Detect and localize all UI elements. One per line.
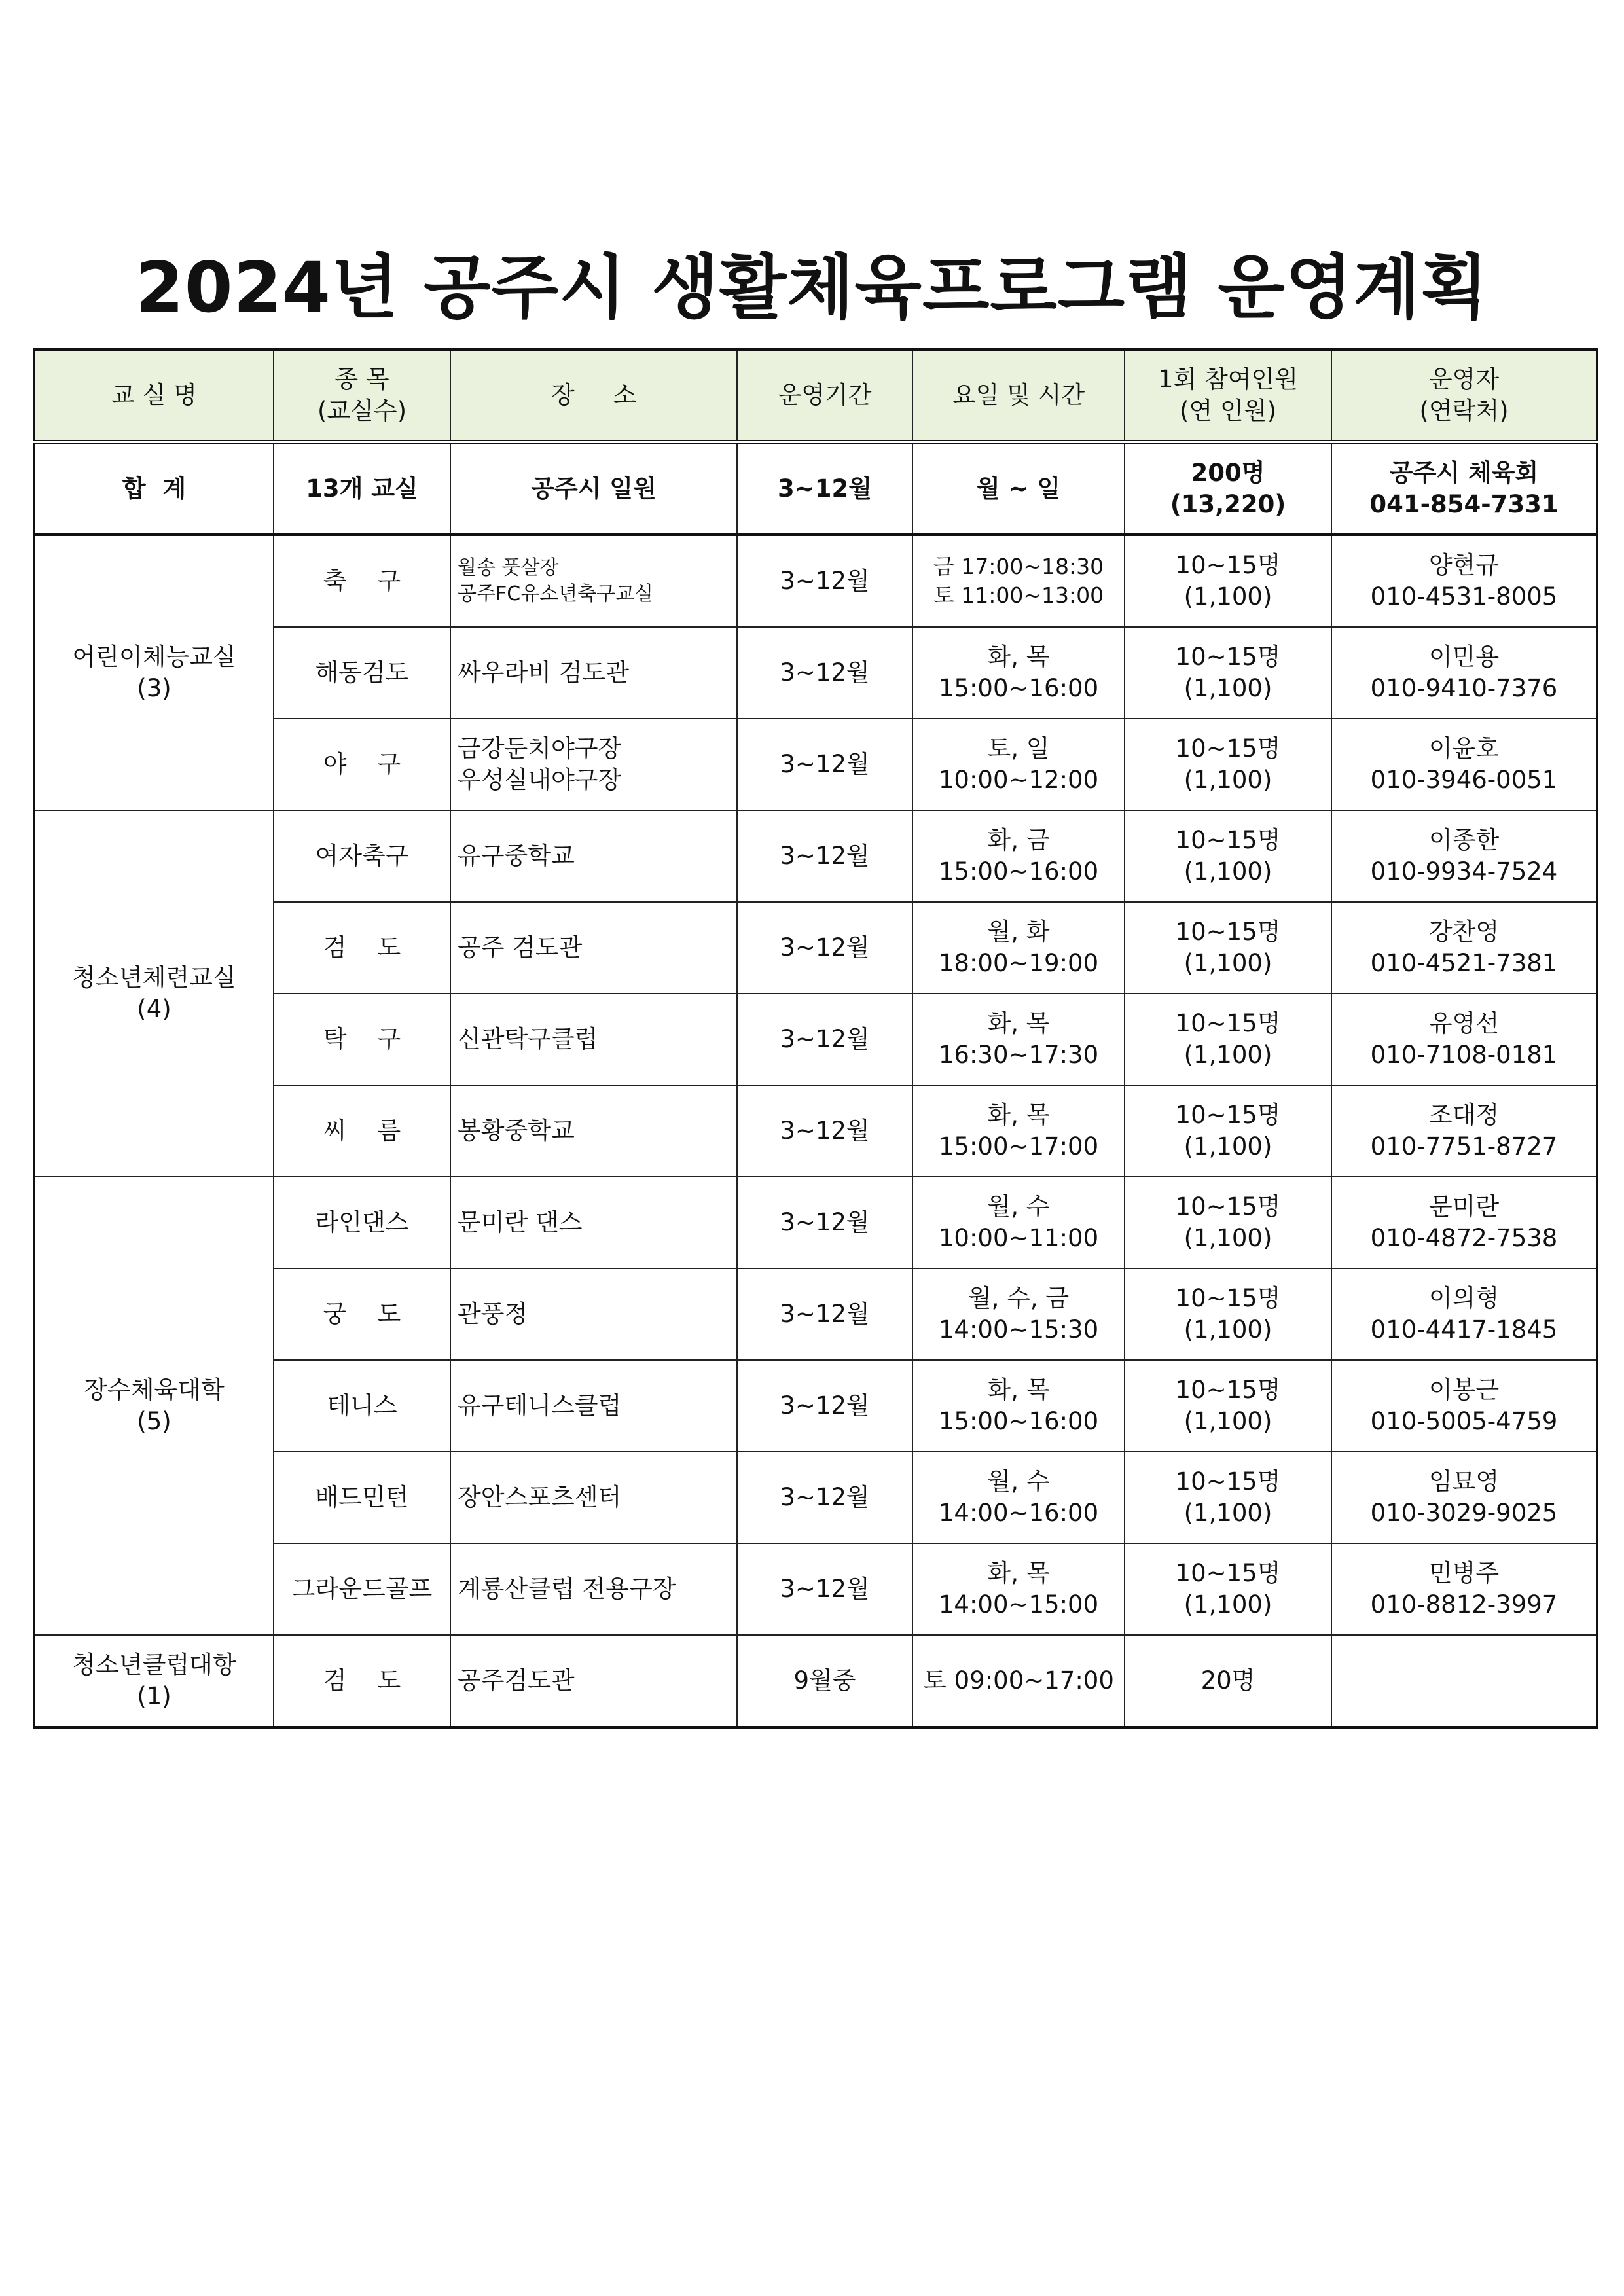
total-period: 3~12월 — [737, 442, 912, 535]
total-participants: 200명 (13,220) — [1125, 442, 1331, 535]
header-sport: 종 목 (교실수) — [274, 350, 450, 442]
sport-cell: 배드민턴 — [274, 1452, 450, 1543]
period-cell: 3~12월 — [737, 810, 912, 902]
sport-cell: 라인댄스 — [274, 1177, 450, 1268]
total-schedule: 월 ~ 일 — [912, 442, 1125, 535]
schedule-cell: 화, 목 15:00~16:00 — [912, 1360, 1125, 1452]
participants-cell: 10~15명 (1,100) — [1125, 810, 1331, 902]
venue-cell: 월송 풋살장 공주FC유소년축구교실 — [450, 535, 737, 627]
schedule-cell: 월, 수 10:00~11:00 — [912, 1177, 1125, 1268]
sport-cell: 그라운드골프 — [274, 1543, 450, 1635]
class-group-name: 청소년클럽대항 (1) — [34, 1635, 274, 1727]
sport-cell: 야 구 — [274, 719, 450, 810]
sport-cell: 해동검도 — [274, 627, 450, 719]
venue-cell: 공주검도관 — [450, 1635, 737, 1727]
header-period: 운영기간 — [737, 350, 912, 442]
schedule-cell: 월, 화 18:00~19:00 — [912, 902, 1125, 994]
schedule-cell: 토, 일 10:00~12:00 — [912, 719, 1125, 810]
participants-cell: 10~15명 (1,100) — [1125, 1268, 1331, 1360]
operator-cell: 이봉근 010-5005-4759 — [1331, 1360, 1597, 1452]
period-cell: 9월중 — [737, 1635, 912, 1727]
period-cell: 3~12월 — [737, 1452, 912, 1543]
participants-cell: 10~15명 (1,100) — [1125, 535, 1331, 627]
header-row — [34, 350, 1597, 442]
period-cell: 3~12월 — [737, 994, 912, 1085]
schedule-cell: 화, 금 15:00~16:00 — [912, 810, 1125, 902]
operator-cell: 이민용 010-9410-7376 — [1331, 627, 1597, 719]
venue-cell: 유구테니스클럽 — [450, 1360, 737, 1452]
sport-cell: 씨 름 — [274, 1085, 450, 1177]
total-label: 합 계 — [34, 442, 274, 535]
header-class-name: 교 실 명 — [34, 350, 274, 442]
schedule-cell: 화, 목 15:00~17:00 — [912, 1085, 1125, 1177]
table-row — [34, 810, 1597, 902]
schedule-cell: 월, 수, 금 14:00~15:30 — [912, 1268, 1125, 1360]
operator-cell: 유영선 010-7108-0181 — [1331, 994, 1597, 1085]
period-cell: 3~12월 — [737, 719, 912, 810]
sport-cell: 테니스 — [274, 1360, 450, 1452]
venue-cell: 장안스포츠센터 — [450, 1452, 737, 1543]
class-group-name: 어린이체능교실 (3) — [34, 535, 274, 810]
schedule-cell: 금 17:00~18:30 토 11:00~13:00 — [912, 535, 1125, 627]
venue-cell: 싸우라비 검도관 — [450, 627, 737, 719]
venue-cell: 문미란 댄스 — [450, 1177, 737, 1268]
schedule-cell: 화, 목 16:30~17:30 — [912, 994, 1125, 1085]
schedule-cell: 월, 수 14:00~16:00 — [912, 1452, 1125, 1543]
period-cell: 3~12월 — [737, 535, 912, 627]
operator-cell: 강찬영 010-4521-7381 — [1331, 902, 1597, 994]
venue-cell: 관풍정 — [450, 1268, 737, 1360]
sport-cell: 여자축구 — [274, 810, 450, 902]
header-operator: 운영자 (연락처) — [1331, 350, 1597, 442]
operator-cell: 이의형 010-4417-1845 — [1331, 1268, 1597, 1360]
table-row — [34, 535, 1597, 627]
venue-cell: 공주 검도관 — [450, 902, 737, 994]
header-participants: 1회 참여인원 (연 인원) — [1125, 350, 1331, 442]
schedule-cell: 화, 목 14:00~15:00 — [912, 1543, 1125, 1635]
venue-cell: 신관탁구클럽 — [450, 994, 737, 1085]
operator-cell — [1331, 1635, 1597, 1727]
header-schedule: 요일 및 시간 — [912, 350, 1125, 442]
participants-cell: 10~15명 (1,100) — [1125, 1543, 1331, 1635]
operator-cell: 이윤호 010-3946-0051 — [1331, 719, 1597, 810]
participants-cell: 10~15명 (1,100) — [1125, 902, 1331, 994]
total-row — [34, 442, 1597, 535]
schedule-cell: 화, 목 15:00~16:00 — [912, 627, 1125, 719]
period-cell: 3~12월 — [737, 1543, 912, 1635]
operator-cell: 이종한 010-9934-7524 — [1331, 810, 1597, 902]
period-cell: 3~12월 — [737, 1085, 912, 1177]
sport-cell: 검 도 — [274, 1635, 450, 1727]
participants-cell: 10~15명 (1,100) — [1125, 1452, 1331, 1543]
participants-cell: 10~15명 (1,100) — [1125, 1085, 1331, 1177]
class-group-name: 청소년체련교실 (4) — [34, 810, 274, 1177]
operator-cell: 조대정 010-7751-8727 — [1331, 1085, 1597, 1177]
operator-cell: 민병주 010-8812-3997 — [1331, 1543, 1597, 1635]
operator-cell: 양현규 010-4531-8005 — [1331, 535, 1597, 627]
total-classes: 13개 교실 — [274, 442, 450, 535]
period-cell: 3~12월 — [737, 902, 912, 994]
venue-cell: 유구중학교 — [450, 810, 737, 902]
sport-cell: 검 도 — [274, 902, 450, 994]
page-title: 2024년 공주시 생활체육프로그램 운영계획 — [135, 247, 1489, 328]
period-cell: 3~12월 — [737, 1177, 912, 1268]
total-venue: 공주시 일원 — [450, 442, 737, 535]
venue-cell: 금강둔치야구장 우성실내야구장 — [450, 719, 737, 810]
period-cell: 3~12월 — [737, 1360, 912, 1452]
schedule-cell: 토 09:00~17:00 — [912, 1635, 1125, 1727]
sport-cell: 축 구 — [274, 535, 450, 627]
participants-cell: 10~15명 (1,100) — [1125, 719, 1331, 810]
schedule-table — [33, 348, 1598, 1729]
period-cell: 3~12월 — [737, 627, 912, 719]
table-row — [34, 1635, 1597, 1727]
venue-cell: 봉황중학교 — [450, 1085, 737, 1177]
total-operator: 공주시 체육회 041-854-7331 — [1331, 442, 1597, 535]
participants-cell: 10~15명 (1,100) — [1125, 1360, 1331, 1452]
participants-cell: 10~15명 (1,100) — [1125, 627, 1331, 719]
period-cell: 3~12월 — [737, 1268, 912, 1360]
participants-cell: 20명 — [1125, 1635, 1331, 1727]
sport-cell: 궁 도 — [274, 1268, 450, 1360]
venue-cell: 계룡산클럽 전용구장 — [450, 1543, 737, 1635]
class-group-name: 장수체육대학 (5) — [34, 1177, 274, 1635]
table-row — [34, 1177, 1597, 1268]
operator-cell: 문미란 010-4872-7538 — [1331, 1177, 1597, 1268]
header-venue: 장 소 — [450, 350, 737, 442]
participants-cell: 10~15명 (1,100) — [1125, 1177, 1331, 1268]
operator-cell: 임묘영 010-3029-9025 — [1331, 1452, 1597, 1543]
participants-cell: 10~15명 (1,100) — [1125, 994, 1331, 1085]
sport-cell: 탁 구 — [274, 994, 450, 1085]
